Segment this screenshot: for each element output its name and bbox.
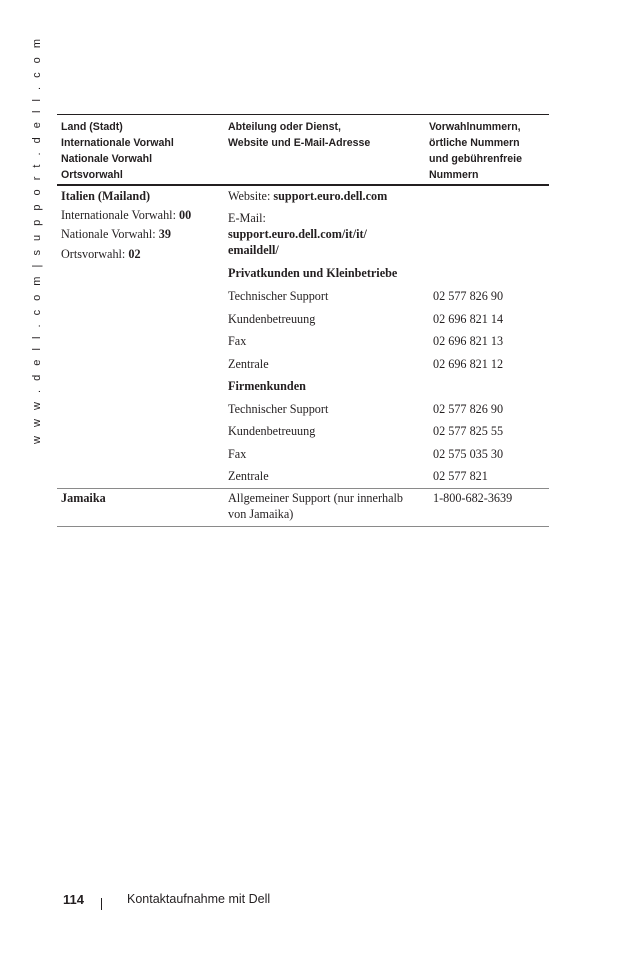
email-link-line2[interactable]: emaildell/	[228, 243, 279, 257]
header-col-service	[228, 119, 370, 151]
header-col-country	[61, 119, 174, 183]
business-number-3: 02 575 035 30	[433, 447, 504, 461]
page-number: 114	[63, 892, 84, 907]
header-text: Ortsvorwahl	[61, 169, 123, 181]
header-text: Vorwahlnummern,	[429, 121, 521, 133]
website-label: Website:	[228, 189, 274, 203]
header-text: Land (Stadt)	[61, 121, 123, 133]
website-link[interactable]: support.euro.dell.com	[273, 189, 388, 203]
national-code-line	[61, 227, 171, 243]
business-number-1: 02 577 826 90	[433, 402, 504, 416]
national-code-value: 39	[158, 227, 171, 241]
jamaica-service-line2: von Jamaika)	[228, 507, 294, 521]
business-customers-heading: Firmenkunden	[228, 379, 306, 393]
website-line	[228, 189, 387, 205]
footer-separator	[101, 898, 102, 910]
intl-code-value: 00	[179, 208, 192, 222]
business-service-1: Technischer Support	[228, 402, 329, 416]
private-customers-heading: Privatkunden und Kleinbetriebe	[228, 266, 398, 280]
email-link-line1[interactable]: support.euro.dell.com/it/it/	[228, 227, 367, 241]
header-text: Website und E-Mail-Adresse	[228, 137, 371, 149]
national-code-label: Nationale Vorwahl:	[61, 227, 159, 241]
city-code-line	[61, 247, 141, 263]
city-code-value: 02	[128, 247, 141, 261]
private-number-1: 02 577 826 90	[433, 289, 504, 303]
private-service-2: Kundenbetreuung	[228, 312, 316, 326]
header-bottom-rule	[57, 184, 549, 186]
country-italy: Italien (Mailand)	[61, 189, 151, 203]
header-text: Abteilung oder Dienst,	[228, 121, 342, 133]
jamaica-service-line1: Allgemeiner Support (nur innerhalb	[228, 491, 403, 505]
intl-code-line	[61, 208, 191, 224]
jamaica-number: 1-800-682-3639	[433, 491, 513, 505]
business-service-4: Zentrale	[228, 469, 269, 483]
private-number-2: 02 696 821 14	[433, 312, 504, 326]
email-label: E-Mail:	[228, 211, 266, 225]
business-number-4: 02 577 821	[433, 469, 488, 483]
table-bottom-rule	[57, 526, 549, 527]
intl-code-label: Internationale Vorwahl:	[61, 208, 180, 222]
header-text: und gebührenfreie	[429, 153, 522, 165]
business-service-2: Kundenbetreuung	[228, 424, 316, 438]
private-service-3: Fax	[228, 334, 247, 348]
private-number-3: 02 696 821 13	[433, 334, 504, 348]
business-service-3: Fax	[228, 447, 247, 461]
header-text: örtliche Nummern	[429, 137, 520, 149]
header-col-numbers	[429, 119, 522, 183]
table-top-rule	[57, 114, 549, 115]
country-jamaica: Jamaika	[61, 491, 106, 505]
footer-chapter-title: Kontaktaufnahme mit Dell	[127, 892, 271, 906]
private-number-4: 02 696 821 12	[433, 357, 504, 371]
private-service-1: Technischer Support	[228, 289, 329, 303]
city-code-label: Ortsvorwahl:	[61, 247, 129, 261]
header-text: Internationale Vorwahl	[61, 137, 174, 149]
private-service-4: Zentrale	[228, 357, 269, 371]
header-text: Nummern	[429, 169, 479, 181]
business-number-2: 02 577 825 55	[433, 424, 504, 438]
row-divider	[57, 488, 549, 489]
side-url-text: w w w . d e l l . c o m | s u p p o r t . d e l l . c o m	[31, 36, 43, 444]
header-text: Nationale Vorwahl	[61, 153, 153, 165]
